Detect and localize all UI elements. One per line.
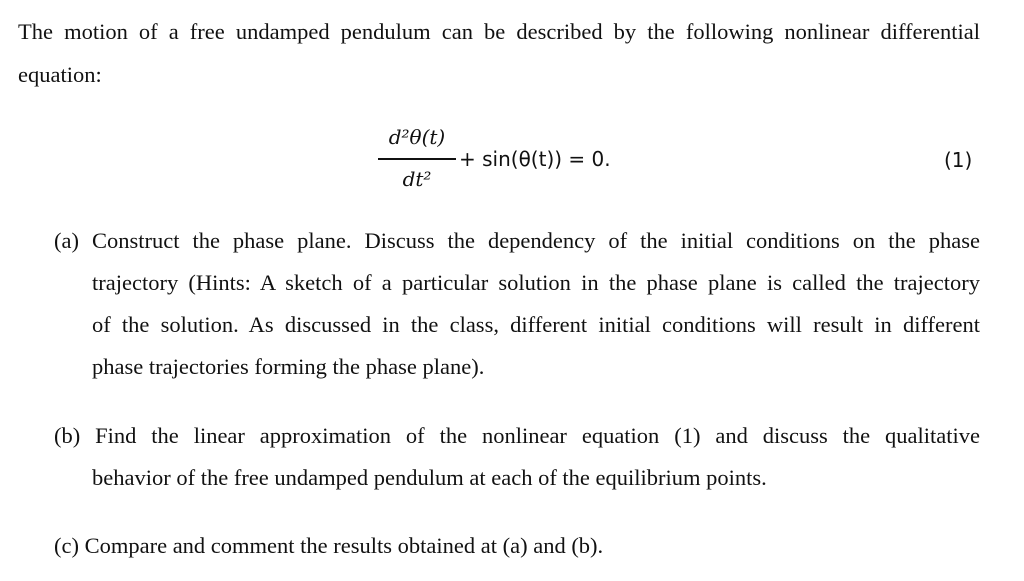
part-a-line-2: trajectory (Hints: A sketch of a particular solution in the phase plane is called the trajectory: [92, 270, 980, 295]
intro-line-2: equation:: [18, 62, 102, 87]
part-b-line-2: behavior of the free undamped pendulum at each of the equilibrium points.: [92, 465, 767, 490]
equation-fraction: [378, 123, 456, 197]
part-b-line-1: (b) Find the linear approximation of the nonlinear equation (1) and discuss the qualitative: [54, 423, 980, 448]
equation-rest: + sin(θ(t)) = 0.: [459, 147, 611, 171]
part-c-line-1: (c) Compare and comment the results obtained at (a) and (b).: [54, 533, 604, 558]
equation-numerator: d²θ(t): [388, 125, 446, 149]
equation-number: (1): [944, 148, 973, 172]
part-a-line-3: of the solution. As discussed in the class, different initial conditions will result in different: [92, 312, 980, 337]
fraction-bar: [378, 158, 456, 160]
part-a-line-1: (a) Construct the phase plane. Discuss the dependency of the initial conditions on the phase: [54, 228, 980, 253]
equation-denominator: dt²: [402, 167, 432, 191]
part-a-line-4: phase trajectories forming the phase plane).: [92, 354, 485, 379]
equation-1: [378, 123, 658, 197]
intro-line-1: The motion of a free undamped pendulum can be described by the following nonlinear differential: [18, 19, 980, 44]
